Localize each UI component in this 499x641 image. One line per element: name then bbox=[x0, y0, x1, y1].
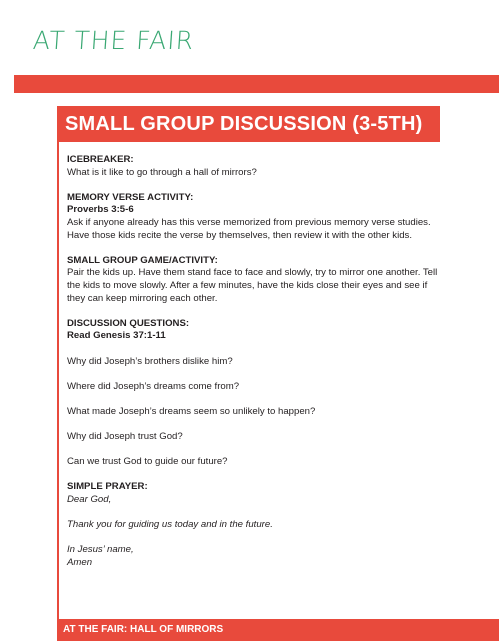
discussion-question: Where did Joseph’s dreams come from? bbox=[67, 380, 240, 392]
game-heading: SMALL GROUP GAME/ACTIVITY: bbox=[67, 254, 218, 266]
page-title: SMALL GROUP DISCUSSION (3-5TH) bbox=[57, 106, 440, 142]
logo-text: AT THE FAIR bbox=[31, 26, 196, 55]
game-section bbox=[67, 255, 487, 305]
footer-bar: AT THE FAIR: HALL OF MIRRORS bbox=[57, 619, 499, 641]
discussion-question: What made Joseph’s dreams seem so unlikely to happen? bbox=[67, 405, 316, 417]
icebreaker-heading: ICEBREAKER: bbox=[67, 154, 134, 165]
discussion-reference: Read Genesis 37:1-11 bbox=[67, 330, 166, 342]
prayer-closing: In Jesus’ name, bbox=[67, 544, 134, 556]
prayer-section bbox=[67, 481, 487, 569]
icebreaker-section bbox=[67, 154, 487, 179]
game-line: Pair the kids up. Have them stand face to face and slowly, try to mirror one another. Tell bbox=[67, 267, 438, 279]
icebreaker-text: What is it like to go through a hall of mirrors? bbox=[67, 166, 257, 178]
discussion-question: Why did Joseph trust God? bbox=[67, 431, 183, 443]
prayer-amen: Amen bbox=[67, 557, 93, 568]
top-accent-bar bbox=[14, 75, 499, 93]
prayer-body: Thank you for guiding us today and in the future. bbox=[67, 519, 273, 531]
game-line: the kids to move slowly. After a few minutes, have the kids close their eyes and see if bbox=[67, 279, 428, 291]
discussion-question: Can we trust God to guide our future? bbox=[67, 456, 228, 468]
content-body bbox=[67, 154, 487, 570]
game-line: they can keep mirroring each other. bbox=[67, 292, 218, 304]
prayer-greeting: Dear God, bbox=[67, 494, 112, 506]
left-rule bbox=[57, 106, 59, 641]
memory-verse-heading: MEMORY VERSE ACTIVITY: bbox=[67, 191, 194, 203]
memory-verse-reference: Proverbs 3:5-6 bbox=[67, 204, 134, 216]
discussion-heading: DISCUSSION QUESTIONS: bbox=[67, 317, 190, 329]
memory-verse-section bbox=[67, 192, 487, 242]
discussion-section bbox=[67, 318, 487, 469]
memory-verse-line: Ask if anyone already has this verse memorized from previous memory verse studies. bbox=[67, 216, 431, 228]
memory-verse-line: Have those kids recite the verse by themselves, then review it with the other kids. bbox=[67, 229, 413, 241]
discussion-question: Why did Joseph’s brothers dislike him? bbox=[67, 355, 233, 367]
prayer-heading: SIMPLE PRAYER: bbox=[67, 481, 148, 493]
